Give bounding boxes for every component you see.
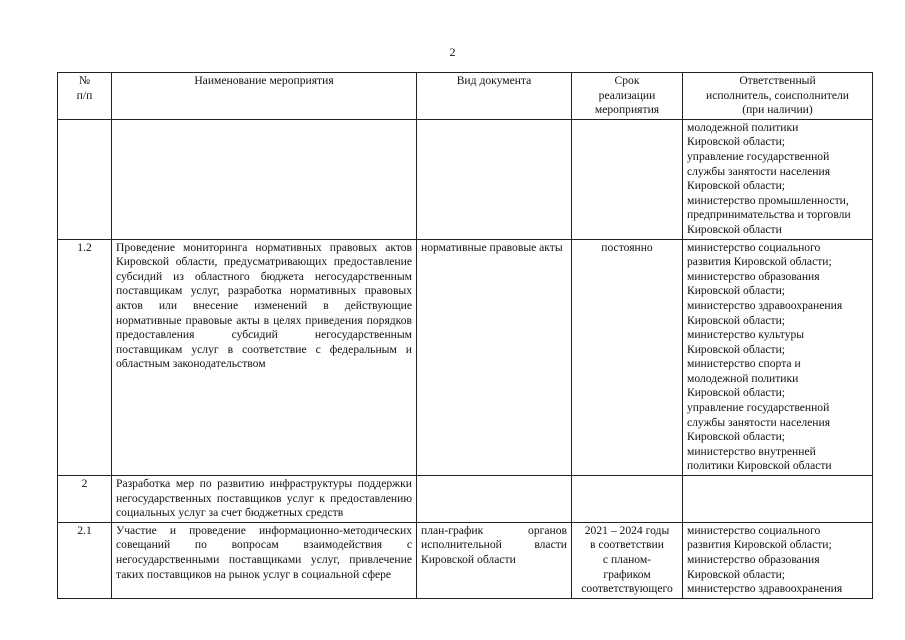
- table-row: [58, 239, 873, 476]
- measures-table: [57, 72, 873, 599]
- row-responsible: молодежной политики Кировской области; управление государственной службы занятости населения Кировской области; министерство промышленности, предпринимательства и торговли Кировской области: [683, 119, 873, 239]
- row-document-type: нормативные правовые акты: [417, 239, 572, 476]
- header-term: Срок реализации мероприятия: [572, 73, 683, 120]
- table-row: [58, 476, 873, 523]
- row-responsible: министерство социального развития Кировской области; министерство образования Кировской области; министерство здравоохранения: [683, 522, 873, 598]
- row-measure-name: Участие и проведение информационно-методических совещаний по вопросам взаимодействия с негосударственными поставщиками услуг, привлечение таких поставщиков на рынок услуг в социальной сфере: [112, 522, 417, 598]
- row-document-type: [417, 119, 572, 239]
- table-header-row: [58, 73, 873, 120]
- row-responsible: министерство социального развития Кировской области; министерство образования Кировской области; министерство здравоохранения Кировской области; министерство культуры Кировской области; министерство спорта и молодежной политики Кировской области; управление государственной службы занятости населения Кировской области; министерство внутренней политики Кировской области: [683, 239, 873, 476]
- row-term: [572, 119, 683, 239]
- row-measure-name: [112, 119, 417, 239]
- row-document-type: план-график органов исполнительной власти Кировской области: [417, 522, 572, 598]
- row-responsible: [683, 476, 873, 523]
- table-row: [58, 119, 873, 239]
- row-number: [58, 119, 112, 239]
- header-measure-name: Наименование мероприятия: [112, 73, 417, 120]
- row-term: 2021 – 2024 годы в соответствии с планом- графиком соответствующего: [572, 522, 683, 598]
- row-measure-name: Проведение мониторинга нормативных правовых актов Кировской области, предусматривающих предоставление субсидий из областного бюджета негосударственным поставщикам услуг, разработка нормативных правовых актов или внесение изменений в действующие нормативные правовые акты в целях приведения порядков предоставления субсидий негосударственным поставщикам услуг в соответствие с федеральным и областным законодательством: [112, 239, 417, 476]
- table-row: [58, 522, 873, 598]
- header-document-type: Вид документа: [417, 73, 572, 120]
- row-number: 2.1: [58, 522, 112, 598]
- row-number: 2: [58, 476, 112, 523]
- header-responsible: Ответственный исполнитель, соисполнители (при наличии): [683, 73, 873, 120]
- row-term: [572, 476, 683, 523]
- row-measure-name: Разработка мер по развитию инфраструктуры поддержки негосударственных поставщиков услуг к предоставлению социальных услуг за счет бюджетных средств: [112, 476, 417, 523]
- row-number: 1.2: [58, 239, 112, 476]
- header-number: № п/п: [58, 73, 112, 120]
- page-number: 2: [449, 45, 456, 59]
- row-term: постоянно: [572, 239, 683, 476]
- row-document-type: [417, 476, 572, 523]
